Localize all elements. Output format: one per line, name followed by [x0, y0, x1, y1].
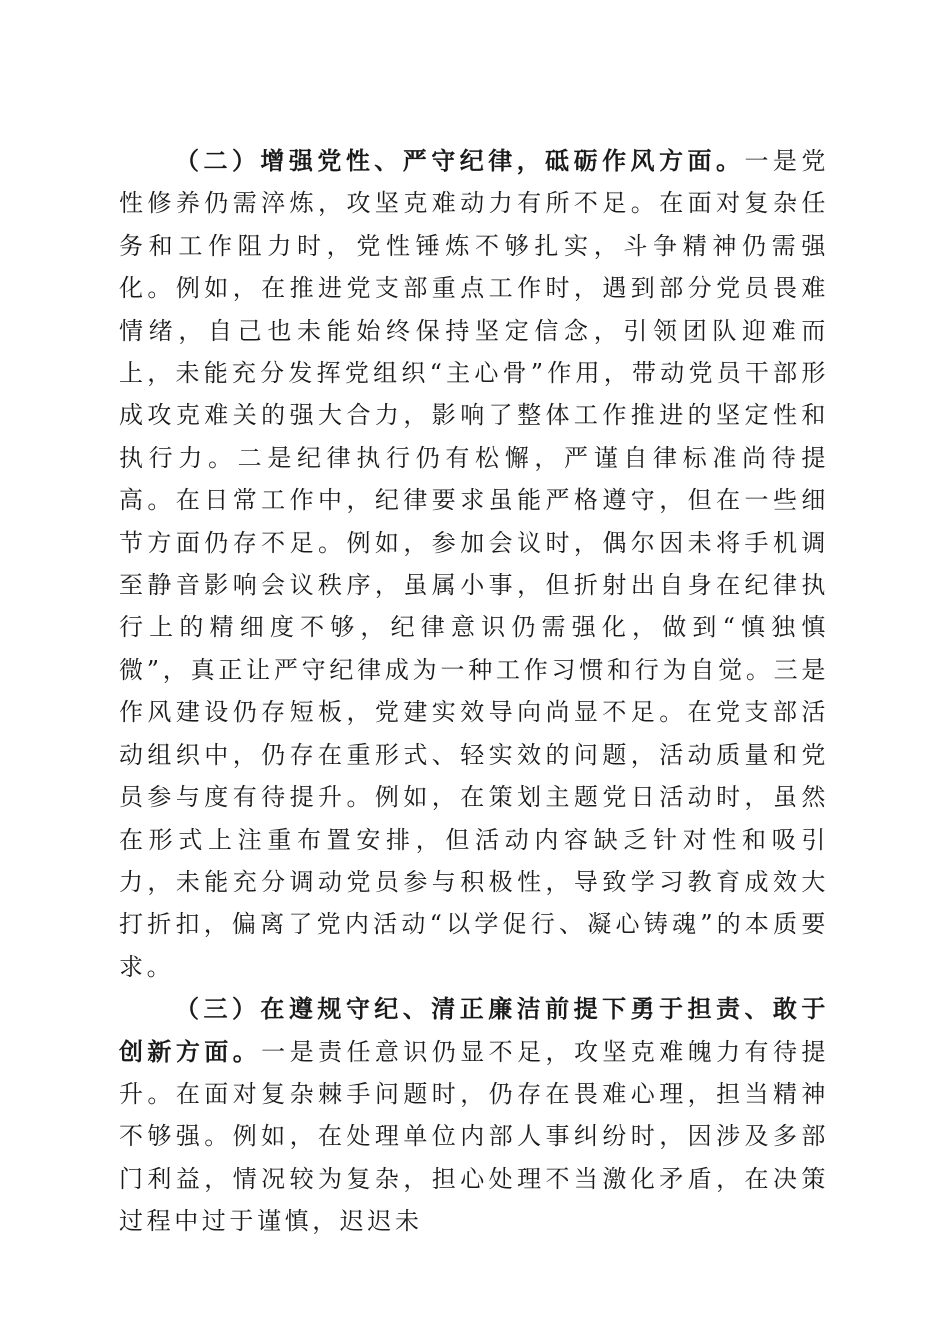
section-2-text: 一是党性修养仍需淬炼，攻坚克难动力有所不足。在面对复杂任务和工作阻力时，党性锤炼不够扎实，斗争精神仍需强化。例如，在推进党支部重点工作时，遇到部分党员畏难情绪，自己也未能始终保持坚定信念，引领团队迎难而上，未能充分发挥党组织“主心骨”作用，带动党员干部形成攻克难关的强大合力，影响了整体工作推进的坚定性和执行力。二是纪律执行仍有松懈，严谨自律标准尚待提高。在日常工作中，纪律要求虽能严格遵守，但在一些细节方面仍存不足。例如，参加会议时，偶尔因未将手机调至静音影响会议秩序，虽属小事，但折射出自身在纪律执行上的精细度不够，纪律意识仍需强化，做到“慎独慎微”，真正让严守纪律成为一种工作习惯和行为自觉。三是作风建设仍存短板，党建实效导向尚显不足。在党支部活动组织中，仍存在重形式、轻实效的问题，活动质量和党员参与度有待提升。例如，在策划主题党日活动时，虽然在形式上注重布置安排，但活动内容缺乏针对性和吸引力，未能充分调动党员参与积极性，导致学习教育成效大打折扣，偏离了党内活动“以学促行、凝心铸魂”的本质要求。: [119, 147, 829, 981]
section-3-heading: （三）在遵规守纪、清正廉洁前提下勇于担责、敢于创新方面。: [119, 994, 829, 1066]
document-body: [119, 140, 829, 1243]
section-2-heading: （二）增强党性、严守纪律，砥砺作风方面。: [175, 146, 745, 175]
paragraph-section-3: [119, 988, 829, 1242]
paragraph-section-2: [119, 140, 829, 988]
section-3-text: 一是责任意识仍显不足，攻坚克难魄力有待提升。在面对复杂棘手问题时，仍存在畏难心理，担当精神不够强。例如，在处理单位内部人事纠纷时，因涉及多部门利益，情况较为复杂，担心处理不当激化矛盾，在决策过程中过于谨慎，迟迟未: [119, 1037, 830, 1236]
